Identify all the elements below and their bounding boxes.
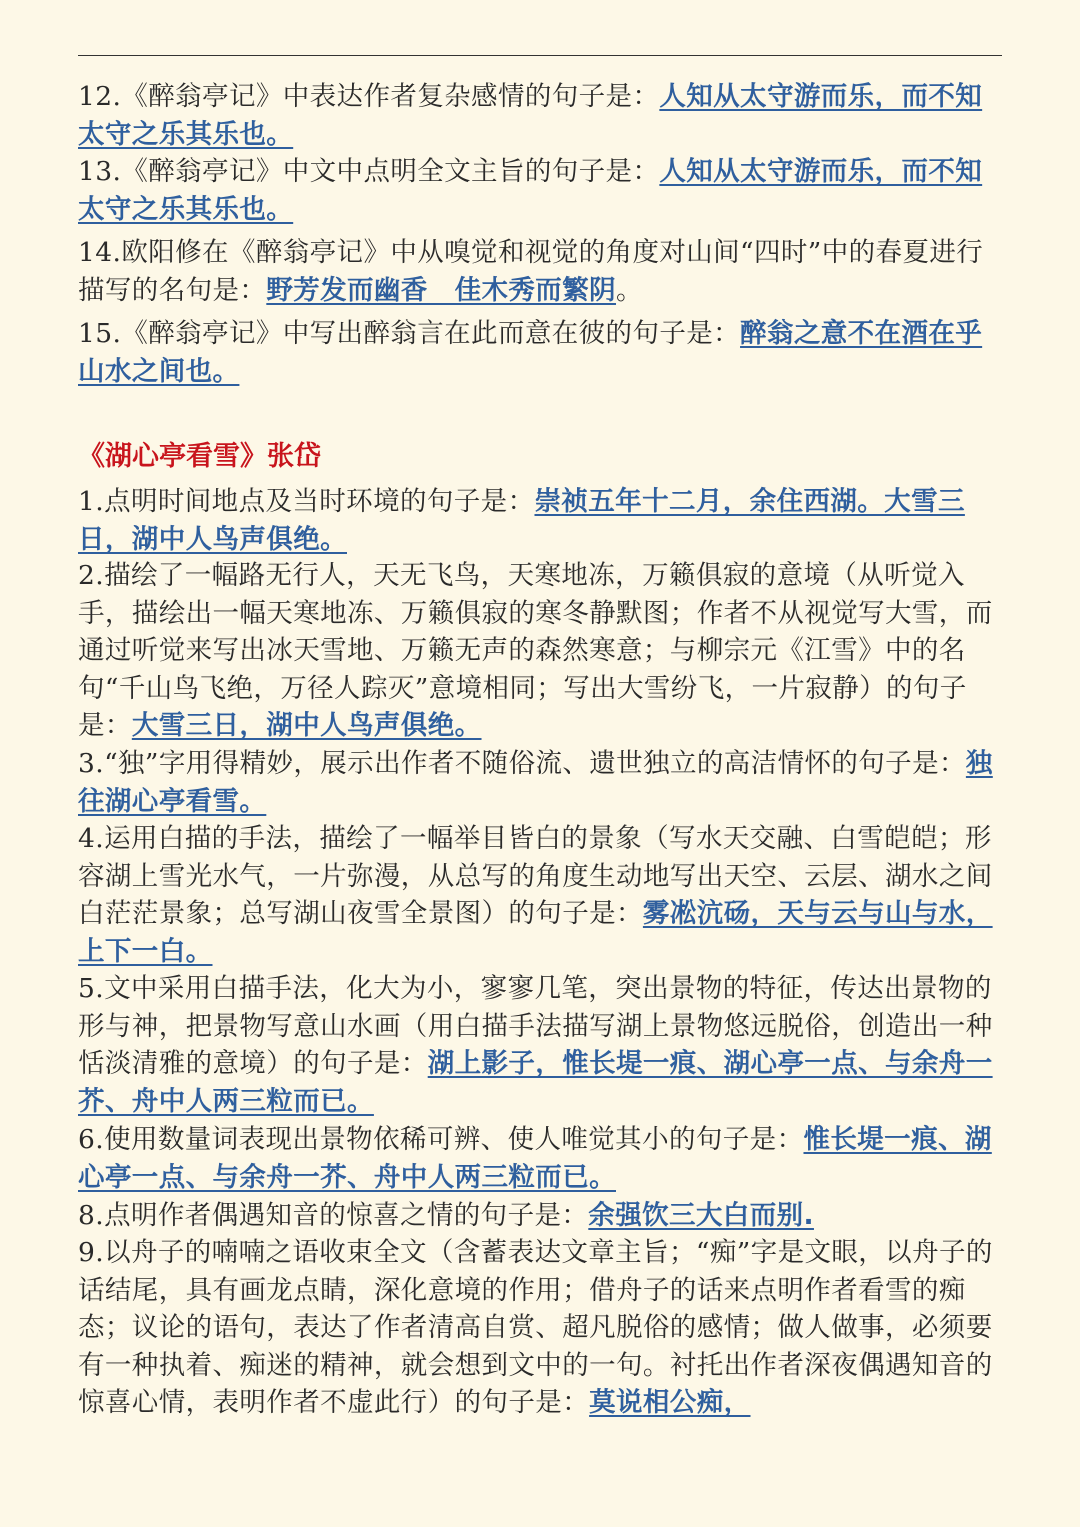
- item-14: [78, 234, 1002, 309]
- item-5: [78, 970, 1002, 1120]
- question-text: 15.《醉翁亭记》中写出醉翁言在此而意在彼的句子是：: [78, 318, 741, 349]
- top-divider: [78, 55, 1002, 56]
- answer-text: 莫说相公痴，: [589, 1387, 751, 1418]
- question-text: 9.以舟子的喃喃之语收束全文（含蓄表达文章主旨；“痴”字是文眼，以舟子的话结尾，具有画龙点睛，深化意境的作用；借舟子的话来点明作者看雪的痴态；议论的语句，表达了作者清高自赏、超凡脱俗的感情；做人做事，必须要有一种执着、痴迷的精神，就会想到文中的一句。衬托出作者深夜偶遇知音的惊喜心情，表明作者不虚此行）的句子是：: [78, 1237, 993, 1418]
- answer-text: 独往湖心亭看雪。: [78, 748, 993, 817]
- answer-text: 湖上影子，惟长堤一痕、湖心亭一点、与余舟一芥、舟中人两三粒而已。: [78, 1048, 993, 1117]
- answer-text: 大雪三日，湖中人鸟声俱绝。: [131, 710, 482, 741]
- question-text: 2.描绘了一幅路无行人，天无飞鸟，天寒地冻，万籁俱寂的意境（从听觉入手，描绘出一幅天寒地冻、万籁俱寂的寒冬静默图；作者不从视觉写大雪，而通过听觉来写出冰天雪地、万籁无声的森然寒意；与柳宗元《江雪》中的名句“千山鸟飞绝，万径人踪灭”意境相同；写出大雪纷飞，一片寂静）的句子是：: [78, 560, 993, 741]
- item-3: [78, 745, 1002, 820]
- question-text: 12.《醉翁亭记》中表达作者复杂感情的句子是：: [78, 81, 660, 112]
- answer-text: 野芳发而幽香 佳木秀而繁阴: [266, 274, 617, 306]
- answer-text: 崇祯五年十二月，余住西湖。大雪三日，湖中人鸟声俱绝。: [78, 486, 965, 555]
- answer-tail: 。: [616, 274, 643, 306]
- section-title: 《湖心亭看雪》张岱: [78, 441, 321, 472]
- item-9: [78, 1234, 1002, 1422]
- item-4: [78, 820, 1002, 970]
- answer-text: 惟长堤一痕、湖心亭一点、与余舟一芥、舟中人两三粒而已。: [78, 1124, 992, 1193]
- question-text: 14.欧阳修在《醉翁亭记》中从嗅觉和视觉的角度对山间“四时”中的春夏进行描写的名句是：: [78, 237, 984, 306]
- question-text: 4.运用白描的手法，描绘了一幅举目皆白的景象（写水天交融、白雪皑皑；形容湖上雪光水气，一片弥漫，从总写的角度生动地写出天空、云层、湖水之间白茫茫景象；总写湖山夜雪全景图）的句子是：: [78, 823, 993, 929]
- question-text: 3.“独”字用得精妙，展示出作者不随俗流、遗世独立的高洁情怀的句子是：: [78, 748, 966, 779]
- question-text: 6.使用数量词表现出景物依稀可辨、使人唯觉其小的句子是：: [78, 1124, 804, 1155]
- item-1: [78, 483, 1002, 558]
- item-6: [78, 1121, 1002, 1196]
- question-text: 1.点明时间地点及当时环境的句子是：: [78, 486, 535, 517]
- item-8: [78, 1197, 1002, 1235]
- answer-text: 人知从太守游而乐，而不知太守之乐其乐也。: [78, 81, 983, 150]
- answer-text: 余强饮三大白而别.: [588, 1200, 814, 1231]
- answer-text: 人知从太守游而乐，而不知太守之乐其乐也。: [78, 156, 983, 225]
- answer-text: 雾凇沆砀，天与云与山与水，上下一白。: [78, 898, 993, 967]
- question-text: 13.《醉翁亭记》中文中点明全文主旨的句子是：: [78, 156, 660, 187]
- item-13: [78, 153, 1002, 228]
- item-2: [78, 557, 1002, 745]
- question-text: 8.点明作者偶遇知音的惊喜之情的句子是：: [78, 1200, 589, 1231]
- item-15: [78, 315, 1002, 390]
- answer-text: 醉翁之意不在酒在乎山水之间也。: [78, 318, 983, 387]
- question-text: 5.文中采用白描手法，化大为小，寥寥几笔，突出景物的特征，传达出景物的形与神，把景物写意山水画（用白描手法描写湖上景物悠远脱俗，创造出一种恬淡清雅的意境）的句子是：: [78, 973, 993, 1079]
- item-12: [78, 78, 1002, 153]
